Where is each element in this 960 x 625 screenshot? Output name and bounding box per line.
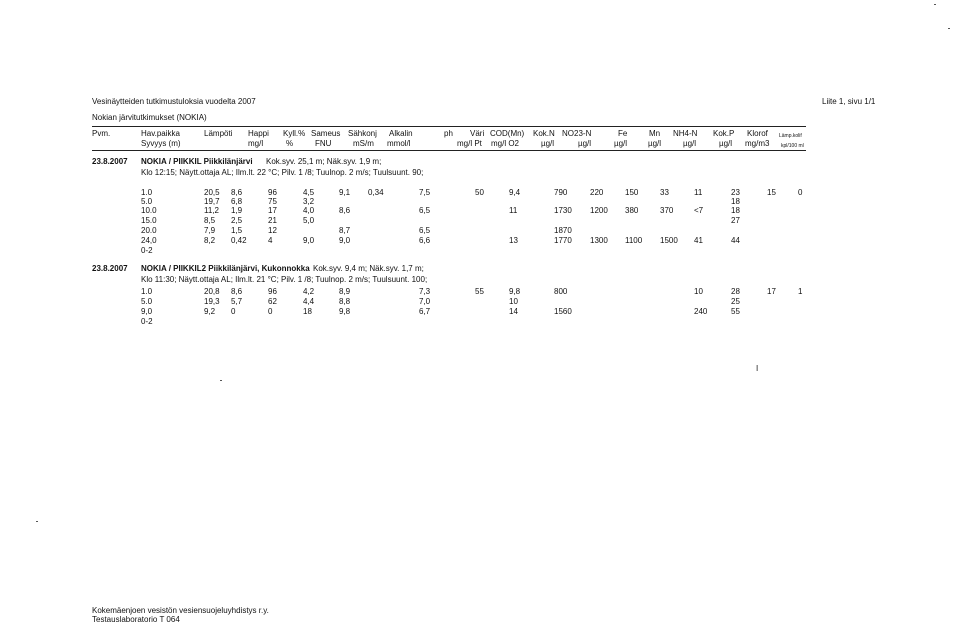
cell-mn: 33: [660, 188, 669, 197]
scan-speck: [948, 28, 950, 29]
col-klorof: Klorof: [747, 129, 768, 138]
cell-kyll: 21: [268, 216, 277, 225]
cell-ph: 6,7: [419, 307, 431, 316]
cell-kokp: 44: [731, 236, 740, 245]
col-sameus: Sameus: [311, 129, 341, 138]
header-rule-bottom: [92, 150, 806, 151]
cell-cod: 9,4: [509, 188, 521, 197]
cell-lampo: 20,5: [204, 188, 220, 197]
col-pvm: Pvm.: [92, 129, 111, 138]
col-cod: COD(Mn): [490, 129, 525, 138]
cell-mn: 370: [660, 206, 674, 215]
cell-depth: 0-2: [141, 317, 153, 326]
unit-nh4-n: µg/l: [683, 139, 697, 148]
unit-no23-n: µg/l: [578, 139, 592, 148]
cell-ph: 7,3: [419, 287, 431, 296]
cell-no23: 220: [590, 188, 604, 197]
cell-cod: 9,8: [509, 287, 521, 296]
cell-ph: 7,0: [419, 297, 431, 306]
col-lampotila: Lämpöti: [204, 129, 233, 138]
station-name: NOKIA / PIIKKIL2 Piikkilänjärvi, Kukonnokka: [141, 264, 310, 273]
cell-ph: 6,5: [419, 226, 431, 235]
cell-no23: 1300: [590, 236, 608, 245]
unit-syvyys: Syvyys (m): [141, 139, 181, 148]
cell-sameus: 4,5: [303, 188, 315, 197]
cell-depth: 5.0: [141, 297, 153, 306]
cell-depth: 5.0: [141, 197, 153, 206]
cell-nh4: <7: [694, 206, 704, 215]
col-no23-n: NO23-N: [562, 129, 592, 138]
unit-klorof: mg/m3: [745, 139, 770, 148]
station-depth-info: Kok.syv. 25,1 m; Näk.syv. 1,9 m;: [266, 157, 382, 166]
cell-kokn: 1730: [554, 206, 572, 215]
col-alkalin: Alkalin: [389, 129, 413, 138]
cell-happi: 0,42: [231, 236, 247, 245]
cell-nh4: 240: [694, 307, 708, 316]
cell-fe: 380: [625, 206, 639, 215]
cell-nh4: 41: [694, 236, 703, 245]
col-vari: Väri: [470, 129, 485, 138]
cell-kyll: 4: [268, 236, 273, 245]
unit-kok-n: µg/l: [541, 139, 555, 148]
col-sahkonj: Sähkonj: [348, 129, 377, 138]
cell-depth: 15.0: [141, 216, 157, 225]
col-fe: Fe: [618, 129, 628, 138]
cell-sahko: 8,7: [339, 226, 351, 235]
cell-lampo: 11,2: [204, 206, 219, 215]
cell-depth: 1.0: [141, 287, 153, 296]
cell-sameus: 4,4: [303, 297, 315, 306]
cell-fe: 1100: [625, 236, 643, 245]
col-kyll: Kyll.%: [283, 129, 306, 138]
cell-ph: 6,5: [419, 206, 431, 215]
footer-organization: Kokemäenjoen vesistön vesiensuojeluyhdistys r.y.: [92, 606, 269, 615]
cell-sahko: 9,8: [339, 307, 351, 316]
unit-mn: µg/l: [648, 139, 662, 148]
cell-lampo: 19,7: [204, 197, 220, 206]
unit-sahkonj: mS/m: [353, 139, 374, 148]
col-kok-n: Kok.N: [533, 129, 555, 138]
station-depth-info: Kok.syv. 9,4 m; Näk.syv. 1,7 m;: [313, 264, 424, 273]
cell-fe: 150: [625, 188, 639, 197]
unit-kok-p: µg/l: [719, 139, 733, 148]
cell-sameus: 3,2: [303, 197, 315, 206]
cell-klorof: 15: [767, 188, 776, 197]
col-nh4-n: NH4-N: [673, 129, 698, 138]
cell-lampo: 8,5: [204, 216, 216, 225]
cell-happi: 2,5: [231, 216, 243, 225]
cell-kyll: 62: [268, 297, 277, 306]
cell-kyll: 75: [268, 197, 277, 206]
cell-sameus: 4,0: [303, 206, 315, 215]
col-ph: ph: [444, 129, 453, 138]
unit-kyll: %: [286, 139, 294, 148]
stray-mark: I: [756, 364, 759, 373]
footer-laboratory: Testauslaboratorio T 064: [92, 615, 180, 624]
cell-sameus: 4,2: [303, 287, 315, 296]
cell-lampo: 20,8: [204, 287, 220, 296]
cell-vari: 50: [475, 188, 484, 197]
cell-happi: 6,8: [231, 197, 243, 206]
cell-sameus: 9,0: [303, 236, 315, 245]
cell-happi: 0: [231, 307, 236, 316]
cell-sameus: 5,0: [303, 216, 315, 225]
cell-ph: 7,5: [419, 188, 431, 197]
cell-depth: 24,0: [141, 236, 157, 245]
cell-happi: 1,9: [231, 206, 243, 215]
cell-happi: 8,6: [231, 287, 243, 296]
col-happi: Happi: [248, 129, 269, 138]
report-title: Vesinäytteiden tutkimustuloksia vuodelta 2007: [92, 97, 256, 106]
cell-sahko: 9,0: [339, 236, 351, 245]
cell-sahko: 8,6: [339, 206, 351, 215]
cell-klorof: 17: [767, 287, 776, 296]
station-sampling-info: Klo 12:15; Näytt.ottaja AL; Ilm.lt. 22 °C; Pilv. 1 /8; Tuulnop. 2 m/s; Tuulsuunt. 90;: [141, 168, 424, 177]
cell-kokn: 800: [554, 287, 568, 296]
cell-sahko: 8,8: [339, 297, 351, 306]
report-subtitle: Nokian järvitutkimukset (NOKIA): [92, 113, 207, 122]
scan-speck: [220, 380, 222, 381]
unit-lamp-kolif: kpl/100 ml: [781, 143, 804, 149]
cell-nh4: 11: [694, 188, 703, 197]
cell-ph: 6,6: [419, 236, 431, 245]
station-date: 23.8.2007: [92, 264, 128, 273]
cell-kolif: 1: [798, 287, 803, 296]
cell-happi: 1,5: [231, 226, 243, 235]
cell-sahko: 8,9: [339, 287, 351, 296]
col-lamp-kolif: Lämp.kolif: [779, 133, 802, 139]
cell-kokn: 1870: [554, 226, 572, 235]
unit-sameus: FNU: [315, 139, 332, 148]
unit-alkalin: mmol/l: [387, 139, 411, 148]
cell-kokp: 23: [731, 188, 740, 197]
cell-kyll: 17: [268, 206, 277, 215]
header-rule-top: [92, 126, 806, 127]
cell-depth: 20.0: [141, 226, 157, 235]
cell-depth: 9,0: [141, 307, 153, 316]
cell-mn: 1500: [660, 236, 678, 245]
cell-no23: 1200: [590, 206, 608, 215]
col-mn: Mn: [649, 129, 661, 138]
cell-kokn: 1770: [554, 236, 572, 245]
cell-lampo: 19,3: [204, 297, 220, 306]
cell-kyll: 96: [268, 287, 277, 296]
cell-sameus: 18: [303, 307, 312, 316]
cell-kyll: 12: [268, 226, 277, 235]
appendix-label: Liite 1, sivu 1/1: [822, 97, 876, 106]
cell-kyll: 96: [268, 188, 277, 197]
cell-cod: 14: [509, 307, 518, 316]
cell-happi: 8,6: [231, 188, 243, 197]
station-sampling-info: Klo 11:30; Näytt.ottaja AL; Ilm.lt. 21 °C; Pilv. 1 /8; Tuulnop. 2 m/s; Tuulsuunt. 100;: [141, 275, 428, 284]
cell-alk: 0,34: [368, 188, 384, 197]
unit-fe: µg/l: [614, 139, 628, 148]
cell-lampo: 8,2: [204, 236, 216, 245]
scan-speck: [934, 4, 936, 5]
cell-kokp: 55: [731, 307, 740, 316]
cell-happi: 5,7: [231, 297, 243, 306]
unit-vari: mg/l Pt: [457, 139, 482, 148]
cell-cod: 13: [509, 236, 518, 245]
cell-vari: 55: [475, 287, 484, 296]
cell-kokp: 18: [731, 197, 740, 206]
cell-depth: 10.0: [141, 206, 157, 215]
cell-depth: 1.0: [141, 188, 153, 197]
cell-kokp: 25: [731, 297, 740, 306]
cell-nh4: 10: [694, 287, 703, 296]
cell-kokp: 28: [731, 287, 740, 296]
cell-kokp: 27: [731, 216, 740, 225]
unit-happi: mg/l: [248, 139, 264, 148]
cell-lampo: 9,2: [204, 307, 216, 316]
cell-kokp: 18: [731, 206, 740, 215]
cell-sahko: 9,1: [339, 188, 351, 197]
cell-depth: 0-2: [141, 246, 153, 255]
unit-cod: mg/l O2: [491, 139, 520, 148]
cell-lampo: 7,9: [204, 226, 216, 235]
cell-kokn: 1560: [554, 307, 572, 316]
cell-cod: 10: [509, 297, 518, 306]
scan-speck: [36, 521, 38, 522]
station-date: 23.8.2007: [92, 157, 128, 166]
col-kok-p: Kok.P: [713, 129, 735, 138]
cell-kyll: 0: [268, 307, 273, 316]
station-name: NOKIA / PIIKKIL Piikkilänjärvi: [141, 157, 253, 166]
cell-cod: 11: [509, 206, 518, 215]
col-hav-paikka: Hav.paikka: [141, 129, 180, 138]
cell-kokn: 790: [554, 188, 568, 197]
cell-kolif: 0: [798, 188, 803, 197]
